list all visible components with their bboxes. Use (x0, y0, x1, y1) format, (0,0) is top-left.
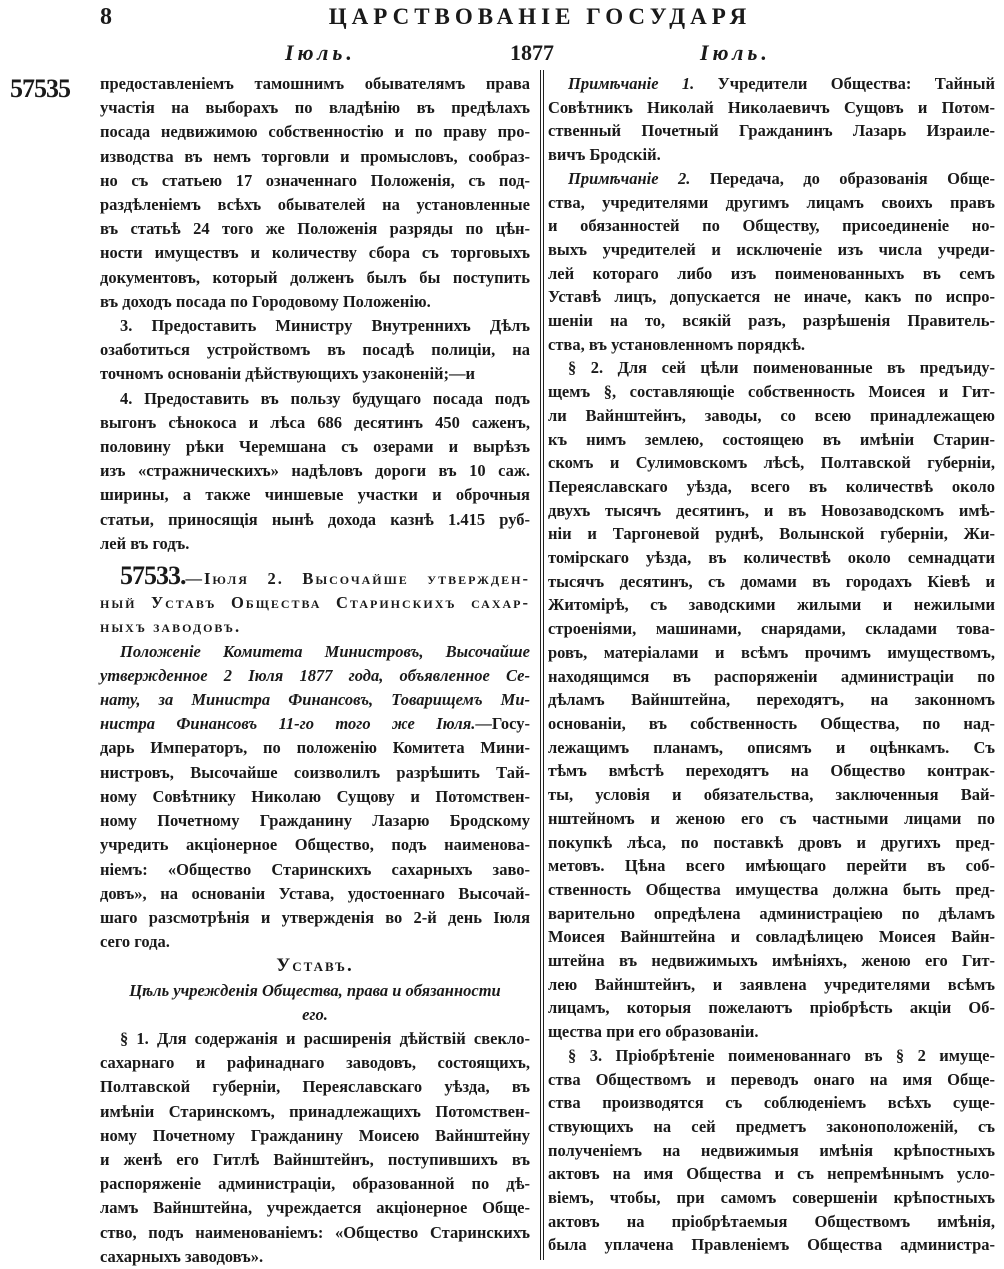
text: имѣніи Старинскомъ, принадлежащихъ Потомствен- (100, 1101, 530, 1121)
text: ламъ Вайнштейна, учреждается акціонерное Обще- (100, 1198, 530, 1218)
text: ному Совѣтнику Николаю Сущову и Потомствен- (100, 786, 530, 806)
text-line (100, 930, 530, 954)
text: предоставленіемъ тамошнимъ обывателямъ права (100, 74, 530, 93)
text-line (548, 546, 995, 570)
text: распоряженіе администраціи, образованной по дѣ- (100, 1174, 530, 1194)
text: изводства въ немъ торговли и промысловъ, сообраз- (100, 146, 530, 166)
text-line (548, 428, 995, 452)
text-line (100, 1051, 530, 1075)
italic-text: Положеніе Комитета Министровъ, Высочайше (120, 641, 530, 661)
month-right: Іюль. (700, 40, 771, 65)
text: точномъ основаніи дѣйствующихъ узаконеній;—и (100, 364, 476, 384)
text: ніи и Таргоневой руднѣ, Волынской губерніи, Жи- (548, 524, 995, 544)
text: скомъ и Сулимовскомъ лѣсѣ, Полтавской губерніи, (548, 453, 995, 473)
text: актовъ на имя Общества и съ непремѣннымъ усло- (548, 1164, 995, 1184)
text-line (100, 979, 530, 1003)
text: сего года. (100, 932, 170, 952)
text-line (548, 1162, 995, 1186)
text: тысячъ десятинъ, съ домами въ городахъ Кіевѣ и (548, 571, 995, 591)
text-line (100, 290, 530, 314)
text-line (548, 451, 995, 475)
text: полученіемъ на недвижимыя имѣнія крѣпостныхъ (548, 1140, 995, 1160)
right-column (548, 72, 995, 1257)
text-line (100, 459, 530, 483)
text-line (100, 1148, 530, 1172)
text: озаботиться устройствомъ въ посадѣ полиціи, на (100, 340, 530, 360)
text: строеніями, машинами, снарядами, складами това- (548, 619, 995, 639)
text: но съ статьею 17 означеннаго Положенія, съ под- (100, 170, 530, 190)
text-line (100, 906, 530, 930)
text: сахарнаго и рафинаднаго заводовъ, состоящихъ, (100, 1053, 530, 1073)
text: томірскаго уѣзда, въ количествѣ около семнадцати (548, 548, 995, 568)
text: раздѣленіемъ всѣхъ обывателей на установленные (100, 195, 530, 215)
text: изъ «стражническихъ» надѣловъ дороги въ 10 саж. (100, 461, 530, 481)
text-line (100, 1075, 530, 1099)
text-line (100, 640, 530, 664)
text: лей въ годъ. (100, 533, 190, 553)
text-line (548, 854, 995, 878)
text: и женѣ его Гитлѣ Вайнштейнъ, поступившихъ въ (100, 1149, 530, 1169)
text: § 1. Для содержанія и расширенія дѣйствій свекло- (120, 1028, 530, 1048)
text: Цѣль учрежденія Общества, права и обязанности (129, 980, 501, 1000)
text-line (548, 570, 995, 594)
text-line (100, 591, 530, 615)
text-line (100, 362, 530, 386)
text-line (548, 807, 995, 831)
text-line (548, 878, 995, 902)
text-line (100, 882, 530, 906)
article-number: 57533. (120, 561, 186, 591)
text-line (548, 1210, 995, 1234)
text: ширины, а также чиншевые участки и оброчныя (100, 485, 530, 505)
italic-text: нистра Финансовъ 11-го того же Іюля. (100, 714, 476, 734)
text: —Іюля 2. Высочайше утвержден- (185, 569, 530, 589)
text: въ доходъ посада по Городовому Положенію. (100, 291, 431, 311)
text: 4. Предоставить въ пользу будущаго посада подъ (120, 388, 530, 408)
text-line (548, 522, 995, 546)
text: щемъ §, составляющіе собственность Моисея и Гит- (548, 382, 995, 402)
text: лей котораго либо изъ поименованныхъ въ семъ (548, 263, 995, 283)
text-line (100, 1003, 530, 1027)
text-line (548, 72, 995, 96)
text: актовъ на пріобрѣтаемыя Обществомъ имѣнія, (548, 1211, 995, 1231)
text: документовъ, который долженъ былъ бы поступить (100, 267, 530, 287)
text: ныхъ заводовъ. (100, 617, 242, 637)
text-line (548, 593, 995, 617)
text-line (100, 266, 530, 290)
page-number: 8 (100, 4, 112, 30)
text: Житомірѣ, съ заводскими жилыми и нежилыми (548, 595, 995, 615)
title (100, 954, 530, 978)
text: § 3. Пріобрѣтеніе поименованнаго въ § 2 имуще- (568, 1045, 995, 1065)
month-left: Іюль. (285, 40, 356, 65)
text: и обязанностей по Обществу, присоединеніе но- (548, 216, 995, 236)
text: половину рѣки Черемшана съ озерами и вырѣзъ (100, 437, 530, 457)
text-line (548, 333, 995, 357)
text-line (100, 736, 530, 760)
text: лежащимъ планамъ, описямъ и оцѣнкамъ. Съ (548, 737, 995, 757)
text-line (548, 996, 995, 1020)
text: нштейномъ и женою его съ частными лицами по (548, 808, 995, 828)
text: ному Почетному Гражданину Лазарю Бродскому (100, 811, 530, 831)
text-line (548, 262, 995, 286)
text-line (548, 143, 995, 167)
text-line (548, 783, 995, 807)
text-line (548, 119, 995, 143)
text-line (548, 1186, 995, 1210)
text-line (100, 1172, 530, 1196)
text-line (100, 1100, 530, 1124)
text: покупкѣ лѣса, по поставкѣ дровъ и другихъ пред- (548, 832, 995, 852)
text-line (100, 664, 530, 688)
text: Переяславскаго уѣзда, всего въ количествѣ около (548, 476, 995, 496)
text-line (100, 712, 530, 736)
year: 1877 (510, 40, 554, 65)
text-line (548, 404, 995, 428)
text: Передача, до образованія Обще- (690, 168, 995, 188)
text-line (100, 72, 530, 96)
text-line (548, 1139, 995, 1163)
text-line (548, 1115, 995, 1139)
italic-text: Примѣчаніе 1. (568, 74, 695, 93)
text-line (100, 314, 530, 338)
paragraph (100, 72, 530, 314)
text-line (548, 1233, 995, 1257)
text-line (548, 949, 995, 973)
text-line (548, 475, 995, 499)
text: участія на выборахъ по владѣнію въ предѣлахъ (100, 98, 530, 118)
text-line (100, 169, 530, 193)
text: вичъ Бродскій. (548, 145, 661, 165)
text-line (548, 712, 995, 736)
text: его. (302, 1004, 328, 1024)
text: Полтавской губерніи, Переяславскаго уѣзда, въ (100, 1077, 530, 1097)
text: лею Вайнштейнъ, и заявлена учредителями всѣмъ (548, 974, 995, 994)
text: ствующихъ на сей предметъ законоположеній, съ (548, 1116, 995, 1136)
text-line (100, 241, 530, 265)
text: Уставѣ лицъ, допускается не иначе, какъ по испро- (548, 287, 995, 307)
text: —Госу- (475, 714, 530, 734)
text: довъ», на основаніи Устава, удостоеннаго Высочай- (100, 883, 530, 903)
text-line (548, 1020, 995, 1044)
text-line (548, 1044, 995, 1068)
text-line (100, 193, 530, 217)
text: Моисея Вайнштейна и совладѣлицею Моисея Вайн- (548, 927, 995, 947)
text-line (548, 665, 995, 689)
text-line (548, 309, 995, 333)
text: дѣламъ Вайнштейна, переходятъ, на законномъ (548, 690, 995, 710)
paragraph (548, 1044, 995, 1257)
text: тѣмъ вмѣстѣ переходятъ на Общество контрак- (548, 761, 995, 781)
text-line (100, 1245, 530, 1269)
text-line (548, 1091, 995, 1115)
text: Совѣтникъ Николай Николаевичъ Сущовъ и Потом- (548, 97, 995, 117)
text-line (100, 435, 530, 459)
paragraph (100, 387, 530, 556)
text-line (100, 954, 530, 978)
text: Учредители Общества: Тайный (694, 74, 995, 93)
text-line (100, 120, 530, 144)
text: шаго разсмотрѣнія и утвержденія во 2-й день Іюля (100, 907, 530, 927)
margin-article-number: 57535 (10, 74, 70, 103)
text-line (548, 167, 995, 191)
text-line (100, 508, 530, 532)
article-heading (100, 561, 530, 640)
text: ности имуществъ и количеству сбора съ торговыхъ (100, 243, 530, 263)
text-line (100, 217, 530, 241)
text: ства, учредителями другимъ лицамъ своихъ правъ (548, 192, 995, 212)
text: посада недвижимою собственностію и по праву про- (100, 122, 530, 142)
text-line (100, 615, 530, 639)
text: ный Уставъ Общества Старинскихъ сахар- (100, 593, 530, 613)
text-line (548, 973, 995, 997)
text-line (548, 759, 995, 783)
text: Уставъ. (276, 955, 354, 977)
text: ровъ, матеріалами и всѣмъ прочимъ имуществомъ, (548, 642, 995, 662)
text: ства производятся съ соблюденіемъ всѣхъ суще- (548, 1093, 995, 1113)
text: ному Почетному Гражданину Моисею Вайнштейну (100, 1125, 530, 1145)
text: ственный Почетный Гражданинъ Лазарь Израиле- (548, 121, 995, 141)
italic-text: утвержденное 2 Іюля 1877 года, объявленное Се- (100, 665, 530, 685)
text-line (548, 238, 995, 262)
text: ніемъ: «Общество Старинскихъ сахарныхъ заво- (100, 859, 530, 879)
text: была уплачена Правленіемъ Общества администра- (548, 1235, 995, 1255)
text-line (548, 1068, 995, 1092)
text-line (100, 809, 530, 833)
text: лицамъ, которыя пожелаютъ пріобрѣсть акціи Об- (548, 998, 995, 1018)
text-line (100, 96, 530, 120)
text: основаніи, въ собственность Общества, по над- (548, 713, 995, 733)
text-line (100, 1124, 530, 1148)
text-line (548, 499, 995, 523)
text-line (100, 387, 530, 411)
text: ства, въ установленномъ порядкѣ. (548, 334, 805, 354)
text-line (548, 214, 995, 238)
paragraph (100, 314, 530, 387)
text: дарь Императоръ, по положенію Комитета Мини- (100, 738, 530, 758)
column-divider (540, 70, 544, 1260)
text: ство, подъ наименованіемъ: «Общество Старинскихъ (100, 1222, 530, 1242)
text: метовъ. Цѣна всего имѣющаго перейти въ соб- (548, 856, 995, 876)
left-column (100, 72, 530, 1269)
italic-text: нату, за Министра Финансовъ, Товарищемъ Ми- (100, 690, 530, 710)
text: ства Обществомъ и переводъ онаго на имя Обще- (548, 1069, 995, 1089)
paragraph (100, 640, 530, 955)
text: § 2. Для сей цѣли поименованные въ предъиду- (568, 358, 995, 378)
paragraph (548, 167, 995, 357)
text: ты, условія и обязательства, заключенныя Вай- (548, 785, 995, 805)
text: къ нимъ землею, состоящею въ имѣніи Старин- (548, 429, 995, 449)
text-line (548, 285, 995, 309)
text-line (100, 858, 530, 882)
text-line (100, 561, 530, 591)
text: двухъ тысячъ десятинъ, и въ Новозаводскомъ имѣ- (548, 500, 995, 520)
text-line (100, 833, 530, 857)
text: ственность Общества имущества должна быть пред- (548, 879, 995, 899)
text-line (100, 761, 530, 785)
text: варительно опредѣлена администраціею по дѣламъ (548, 903, 995, 923)
text-line (548, 641, 995, 665)
text-line (100, 785, 530, 809)
text-line (100, 338, 530, 362)
text-line (100, 411, 530, 435)
running-title: ЦАРСТВОВАНІЕ ГОСУДАРЯ (328, 4, 752, 29)
text-line (100, 1221, 530, 1245)
text-line (100, 483, 530, 507)
text: въ статьѣ 24 того же Положенія разряды по цѣн- (100, 219, 530, 239)
italic-text: Примѣчаніе 2. (568, 168, 691, 188)
text: сахарныхъ заводовъ». (100, 1246, 264, 1266)
paragraph (548, 356, 995, 1043)
text-line (100, 145, 530, 169)
text-line (548, 688, 995, 712)
text: шеніи на то, всякій разъ, разрѣшенія Правитель- (548, 311, 995, 331)
text-line (548, 191, 995, 215)
text-line (548, 831, 995, 855)
text-line (548, 380, 995, 404)
text: 3. Предоставить Министру Внутреннихъ Дѣлъ (120, 316, 530, 336)
text-line (100, 1196, 530, 1220)
text-line (548, 925, 995, 949)
text: выхъ учредителей и исключеніе изъ числа учреди- (548, 239, 995, 259)
text-line (548, 736, 995, 760)
text: штейна въ недвижимыхъ имѣніяхъ, женою его Гит- (548, 951, 995, 971)
text-line (548, 356, 995, 380)
text: находящимся въ распоряженіи администраціи по (548, 666, 995, 686)
text: віемъ, чтобы, при самомъ совершеніи крѣпостныхъ (548, 1188, 995, 1208)
subtitle (100, 979, 530, 1027)
text-line (548, 96, 995, 120)
text-line (100, 1027, 530, 1051)
text-line (100, 688, 530, 712)
paragraph (100, 1027, 530, 1269)
text: учредить акціонерное Общество, подъ наименова- (100, 835, 530, 855)
text: статьи, приносящія нынѣ дохода казнѣ 1.415 руб- (100, 509, 530, 529)
text: нистровъ, Высочайше соизволилъ разрѣшить Тай- (100, 762, 530, 782)
paragraph (548, 72, 995, 167)
text-line (100, 532, 530, 556)
text: ли Вайнштейнъ, заводы, со всею принадлежащею (548, 405, 995, 425)
text-line (548, 617, 995, 641)
text-line (548, 902, 995, 926)
text: выгонъ сѣнокоса и лѣса 686 десятинъ 450 саженъ, (100, 412, 530, 432)
text: щества при его образованіи. (548, 1022, 759, 1042)
